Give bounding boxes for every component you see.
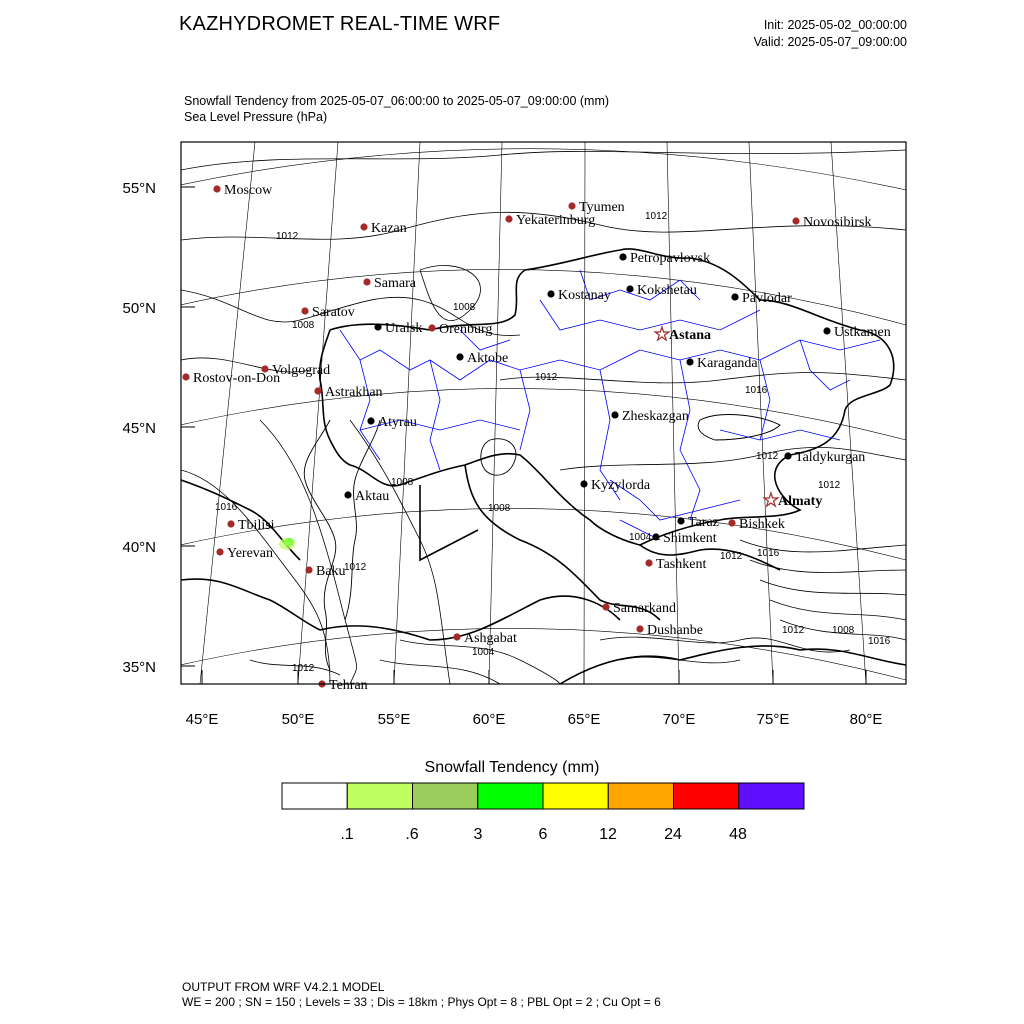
city-label: Kyzylorda [591,478,651,493]
city-dot-icon [823,327,830,334]
lat-label: 35°N [122,659,156,676]
contour-label: 1012 [720,551,743,562]
city-marker-dushanbe [636,623,703,638]
city-label: Ustkamen [834,325,891,340]
city-marker-aktau [344,489,389,504]
lat-labels [122,180,156,676]
map-title: KAZHYDROMET REAL-TIME WRF [179,13,501,35]
capital-star-icon: ★ [762,490,780,510]
city-label: Kokshetau [637,283,697,298]
contour-label: 1004 [472,647,495,658]
city-dot-icon [344,491,351,498]
city-label: Tashkent [656,557,707,572]
colorbar-label: 12 [599,826,617,843]
city-dot-icon [652,533,659,540]
valid-time: Valid: 2025-05-07_09:00:00 [753,35,907,49]
lat-label: 55°N [122,180,156,197]
city-dot-icon [728,519,735,526]
city-dot-icon [686,358,693,365]
lon-label: 80°E [849,711,883,728]
city-label: Pavlodar [742,291,792,306]
colorbar-swatch [347,783,412,809]
city-dot-icon [213,185,220,192]
city-label: Tyumen [579,200,625,215]
city-dot-icon [363,278,370,285]
city-dot-icon [626,285,633,292]
city-dot-icon [619,253,626,260]
contour-label: 1012 [276,231,299,242]
city-dot-icon [636,625,643,632]
city-label: Bishkek [739,517,785,532]
city-label: Kazan [371,221,407,236]
lon-labels [186,711,883,728]
city-marker-orenburg [428,322,492,337]
city-label: Aktobe [467,351,509,366]
city-marker-astana [654,324,711,344]
city-label: Taldykurgan [795,450,866,465]
city-marker-yekaterinburg [505,213,595,228]
lon-label: 75°E [756,711,790,728]
contour-label: 1012 [818,480,841,491]
country-borders [181,249,906,684]
contour-label: 1012 [782,625,805,636]
colorbar-label: 6 [538,826,548,843]
city-label: Zheskazgan [622,409,689,424]
colorbar-swatch [674,783,739,809]
city-marker-bishkek [728,517,784,532]
contour-label: 1008 [453,302,476,313]
city-marker-ustkamen [823,325,890,340]
city-markers [182,183,890,693]
lat-label: 40°N [122,539,156,556]
city-marker-moscow [213,183,273,198]
colorbar-swatch [478,783,543,809]
lon-label: 60°E [472,711,506,728]
colorbar-swatch [543,783,608,809]
lon-label: 45°E [185,711,219,728]
colorbar-swatch [608,783,673,809]
city-label: Baku [316,564,346,579]
city-label: Dushanbe [647,623,703,638]
city-marker-astrakhan [314,385,382,400]
city-label: Karaganda [697,356,758,371]
contour-label: 1008 [391,477,414,488]
city-dot-icon [611,411,618,418]
city-dot-icon [547,290,554,297]
city-marker-novosibirsk [792,215,871,230]
contour-label: 1012 [535,372,558,383]
lon-label: 65°E [567,711,601,728]
city-dot-icon [505,215,512,222]
city-label: Samarkand [613,601,676,616]
contour-label: 1012 [292,663,315,674]
city-label: Volgograd [272,363,331,378]
init-time: Init: 2025-05-02_00:00:00 [763,18,907,32]
city-label: Atyrau [378,415,417,430]
city-marker-karaganda [686,356,758,371]
city-dot-icon [784,452,791,459]
city-dot-icon [602,603,609,610]
colorbar-label: 24 [664,826,682,843]
city-label: Uralsk [385,321,423,336]
city-dot-icon [456,353,463,360]
model-config-footer: WE = 200 ; SN = 150 ; Levels = 33 ; Dis = 18km ; Phys Opt = 8 ; PBL Opt = 2 ; Cu Opt = 6 [182,995,661,1009]
contour-label: 1016 [215,502,238,513]
city-dot-icon [677,517,684,524]
colorbar [282,783,804,809]
city-label: Rostov-on-Don [193,371,281,386]
city-dot-icon [453,633,460,640]
city-dot-icon [580,480,587,487]
city-marker-kostanay [547,288,610,303]
city-dot-icon [216,548,223,555]
city-dot-icon [645,559,652,566]
city-marker-kyzylorda [580,478,650,493]
city-dot-icon [360,223,367,230]
city-dot-icon [731,293,738,300]
city-label: Samara [374,276,416,291]
city-dot-icon [182,373,189,380]
colorbar-label: .1 [340,826,354,843]
colorbar-title: Snowfall Tendency (mm) [424,759,600,776]
city-dot-icon [305,566,312,573]
city-marker-samarkand [602,601,676,616]
contour-label: 1012 [756,451,779,462]
city-label: Tehran [329,678,368,693]
city-marker-tbilisi [227,518,274,533]
city-marker-petropavlovsk [619,251,710,266]
city-label: Orenburg [439,322,493,337]
city-label: Petropavlovsk [630,251,711,266]
city-marker-almaty [763,490,822,510]
city-marker-baku [305,564,345,579]
colorbar-swatch [739,783,804,809]
contour-label: 1008 [488,503,511,514]
city-label: Yerevan [227,546,274,561]
lon-label: 70°E [662,711,696,728]
city-dot-icon [314,387,321,394]
city-label: Astrakhan [325,385,383,400]
city-label: Novosibirsk [803,215,872,230]
city-marker-rostov-on-don [182,371,280,386]
colorbar-label: 3 [473,826,483,843]
contour-label: 1004 [629,532,652,543]
city-marker-taldykurgan [784,450,865,465]
city-marker-tehran [318,678,367,693]
city-label: Ashgabat [464,631,517,646]
city-marker-kazan [360,221,406,236]
colorbar-swatch [282,783,347,809]
city-marker-atyrau [367,415,416,430]
contour-label: 1016 [745,385,768,396]
city-dot-icon [301,307,308,314]
contour-label: 1008 [292,320,315,331]
city-marker-ashgabat [453,631,517,646]
city-marker-zheskazgan [611,409,688,424]
field-description-pressure: Sea Level Pressure (hPa) [184,110,328,124]
lon-label: 55°E [377,711,411,728]
field-description-snowfall: Snowfall Tendency from 2025-05-07_06:00:00 to 2025-05-07_09:00:00 (mm) [184,94,610,108]
city-label: Aktau [355,489,390,504]
city-label: Taraz [688,515,719,530]
city-dot-icon [367,417,374,424]
colorbar-swatch [413,783,478,809]
city-label: Kostanay [558,288,611,303]
city-label: Almaty [778,494,823,509]
city-dot-icon [374,323,381,330]
city-marker-tashkent [645,557,706,572]
city-dot-icon [227,520,234,527]
city-marker-samara [363,276,416,291]
city-dot-icon [568,202,575,209]
city-marker-kokshetau [626,283,696,298]
city-dot-icon [792,217,799,224]
city-marker-uralsk [374,321,422,336]
city-label: Moscow [224,183,273,198]
city-label: Tbilisi [238,518,275,533]
city-marker-shimkent [652,531,716,546]
model-footer: OUTPUT FROM WRF V4.2.1 MODEL [182,980,385,994]
contour-label: 1008 [832,625,855,636]
contour-label: 1016 [757,548,780,559]
contour-label: 1012 [645,211,668,222]
city-label: Shimkent [663,531,717,546]
city-marker-pavlodar [731,291,792,306]
city-label: Astana [669,328,712,343]
snowfall-patches [279,538,295,550]
city-label: Yekaterinburg [516,213,596,228]
capital-star-icon: ★ [653,324,671,344]
city-label: Saratov [312,305,355,320]
contour-label: 1016 [868,636,891,647]
contour-label: 1012 [344,562,367,573]
city-marker-aktobe [456,351,508,366]
lat-label: 45°N [122,420,156,437]
lat-label: 50°N [122,300,156,317]
lon-label: 50°E [281,711,315,728]
colorbar-label: 48 [729,826,747,843]
city-dot-icon [428,324,435,331]
colorbar-label: .6 [405,826,419,843]
city-marker-yerevan [216,546,273,561]
